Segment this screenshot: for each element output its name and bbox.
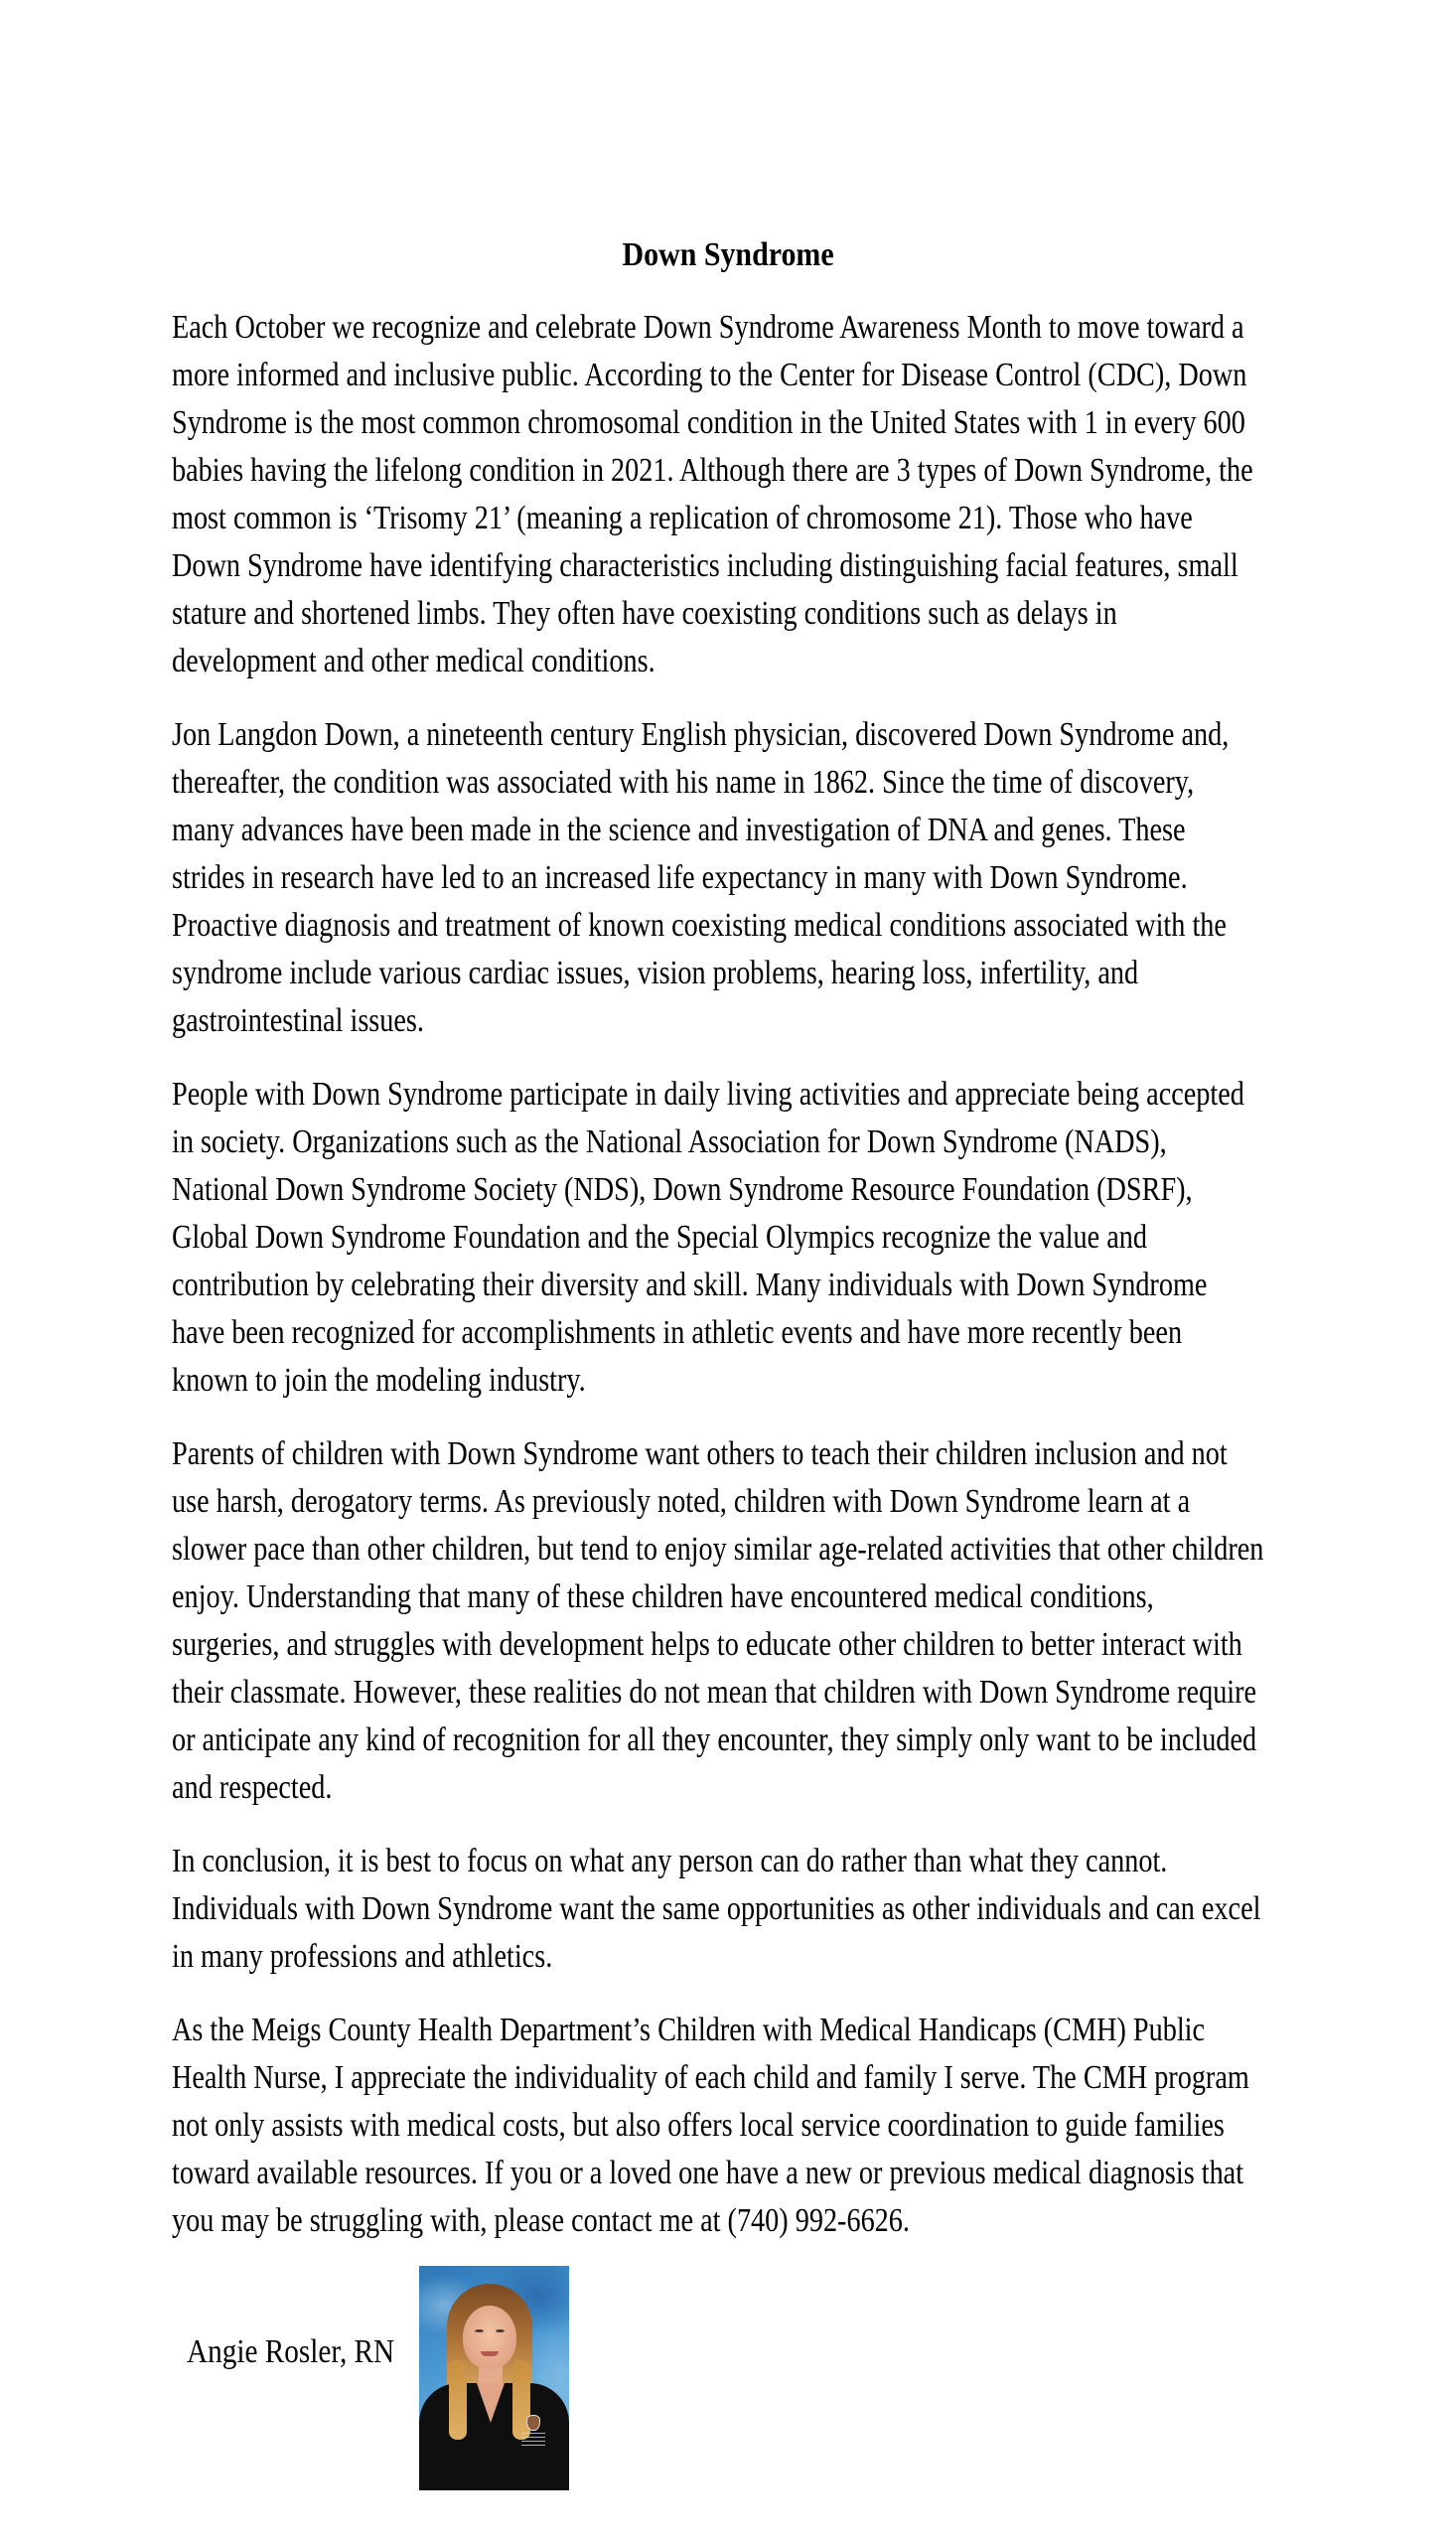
text-line-content: People with Down Syndrome participate in daily living activities and appreciate being accepted	[172, 1076, 1244, 1113]
text-line-content: known to join the modeling industry.	[172, 1362, 586, 1399]
photo-hair-left	[449, 2360, 467, 2440]
text-line	[172, 807, 1294, 854]
photo-eye	[496, 2329, 505, 2332]
text-line-content: toward available resources. If you or a loved one have a new or previous medical diagnosis that	[172, 2155, 1244, 2191]
author-signature	[187, 2328, 428, 2376]
text-line	[172, 1478, 1294, 1526]
signature-text: Angie Rosler, RN	[187, 2333, 395, 2370]
text-line-content: thereafter, the condition was associated with his name in 1862. Since the time of discovery,	[172, 764, 1195, 801]
text-line-content: and respected.	[172, 1769, 333, 1806]
text-line-content: most common is ‘Trisomy 21’ (meaning a replication of chromosome 21). Those who have	[172, 500, 1193, 536]
paragraph	[172, 1071, 1294, 1405]
text-line-content: enjoy. Understanding that many of these children have encountered medical conditions,	[172, 1578, 1154, 1615]
text-line-content: gastrointestinal issues.	[172, 1002, 424, 1039]
paragraph	[172, 711, 1294, 1045]
text-line	[172, 854, 1294, 902]
text-line	[172, 495, 1294, 542]
text-line-content: Each October we recognize and celebrate Down Syndrome Awareness Month to move toward a	[172, 309, 1244, 346]
paragraph	[172, 2007, 1294, 2245]
text-line	[172, 1838, 1294, 1885]
text-line-content: Down Syndrome have identifying characteristics including distinguishing facial features, small	[172, 547, 1238, 584]
text-line	[172, 352, 1294, 399]
text-line-content: National Down Syndrome Society (NDS), Down Syndrome Resource Foundation (DSRF),	[172, 1171, 1193, 1208]
photo-collar	[477, 2383, 505, 2423]
text-line-content: development and other medical conditions.	[172, 643, 655, 679]
text-line-content: babies having the lifelong condition in 2021. Although there are 3 types of Down Syndrome, the	[172, 452, 1253, 489]
text-line-content: Jon Langdon Down, a nineteenth century English physician, discovered Down Syndrome and,	[172, 716, 1230, 753]
paragraph	[172, 1838, 1294, 1981]
text-line	[172, 1573, 1294, 1621]
text-line	[172, 1621, 1294, 1669]
text-line	[172, 2150, 1294, 2197]
text-line-content: in society. Organizations such as the National Association for Down Syndrome (NADS),	[172, 1123, 1167, 1160]
paragraph	[172, 304, 1294, 685]
text-line-content: many advances have been made in the science and investigation of DNA and genes. These	[172, 812, 1186, 848]
text-line-content: As the Meigs County Health Department’s Children with Medical Handicaps (CMH) Public	[172, 2012, 1206, 2048]
text-line	[172, 1933, 1294, 1981]
text-line-content: Global Down Syndrome Foundation and the Special Olympics recognize the value and	[172, 1219, 1147, 1256]
text-line-content: not only assists with medical costs, but also offers local service coordination to guide families	[172, 2107, 1225, 2144]
text-line-content: their classmate. However, these realities do not mean that children with Down Syndrome require	[172, 1674, 1257, 1711]
text-line	[172, 447, 1294, 495]
photo-eye	[475, 2329, 484, 2332]
text-line-content: or anticipate any kind of recognition for all they encounter, they simply only want to be included	[172, 1721, 1257, 1758]
text-line	[172, 1071, 1294, 1119]
text-line	[172, 902, 1294, 950]
shirt-logo-text	[521, 2433, 545, 2447]
text-line-content: Proactive diagnosis and treatment of known coexisting medical conditions associated with the	[172, 907, 1227, 944]
text-line	[172, 590, 1294, 638]
text-line	[172, 1885, 1294, 1933]
text-line-content: Individuals with Down Syndrome want the same opportunities as other individuals and can excel	[172, 1890, 1261, 1927]
text-line	[172, 1262, 1294, 1309]
text-line-content: stature and shortened limbs. They often have coexisting conditions such as delays in	[172, 595, 1117, 632]
text-line	[172, 950, 1294, 997]
text-line	[172, 1430, 1294, 1478]
text-line-content: Health Nurse, I appreciate the individuality of each child and family I serve. The CMH program	[172, 2059, 1249, 2096]
text-line-content: Parents of children with Down Syndrome want others to teach their children inclusion and not	[172, 1435, 1228, 1472]
title-text: Down Syndrome	[622, 236, 834, 273]
text-line-content: you may be struggling with, please contact me at (740) 992-6626.	[172, 2202, 910, 2239]
text-line	[172, 1717, 1294, 1764]
text-line-content: more informed and inclusive public. According to the Center for Disease Control (CDC), Down	[172, 357, 1247, 393]
author-photo	[419, 2266, 569, 2490]
text-line	[172, 2102, 1294, 2150]
text-line	[172, 2054, 1294, 2102]
text-line-content: strides in research have led to an increased life expectancy in many with Down Syndrome.	[172, 859, 1188, 896]
text-line	[172, 2007, 1294, 2054]
document-title	[0, 231, 1456, 279]
text-line	[172, 997, 1294, 1045]
text-line-content: Syndrome is the most common chromosomal condition in the United States with 1 in every 600	[172, 404, 1245, 441]
text-line-content: syndrome include various cardiac issues, vision problems, hearing loss, infertility, and	[172, 955, 1139, 991]
text-line	[172, 1214, 1294, 1262]
text-line	[172, 1357, 1294, 1405]
text-line-content: In conclusion, it is best to focus on what any person can do rather than what they cannot.	[172, 1843, 1168, 1879]
text-line-content: contribution by celebrating their diversity and skill. Many individuals with Down Syndrome	[172, 1267, 1208, 1303]
text-line	[172, 638, 1294, 685]
text-line	[172, 711, 1294, 759]
text-line-content: in many professions and athletics.	[172, 1938, 553, 1975]
text-line	[172, 1526, 1294, 1573]
text-line	[172, 304, 1294, 352]
photo-mouth	[481, 2351, 499, 2356]
paragraph	[172, 1430, 1294, 1812]
text-line	[172, 1166, 1294, 1214]
text-line-content: surgeries, and struggles with development helps to educate other children to better interact with	[172, 1626, 1242, 1663]
text-line	[172, 759, 1294, 807]
text-line-content: use harsh, derogatory terms. As previously noted, children with Down Syndrome learn at a	[172, 1483, 1191, 1520]
text-line-content: have been recognized for accomplishments in athletic events and have more recently been	[172, 1314, 1183, 1351]
text-line	[172, 542, 1294, 590]
text-line-content: slower pace than other children, but tend to enjoy similar age-related activities that other children	[172, 1531, 1264, 1568]
shirt-logo-icon	[526, 2415, 540, 2431]
text-line	[172, 1119, 1294, 1166]
text-line	[172, 399, 1294, 447]
article-body	[172, 304, 1294, 2271]
photo-face	[463, 2306, 516, 2369]
text-line	[172, 1669, 1294, 1717]
text-line	[172, 1309, 1294, 1357]
text-line	[172, 1764, 1294, 1812]
text-line	[172, 2197, 1294, 2245]
